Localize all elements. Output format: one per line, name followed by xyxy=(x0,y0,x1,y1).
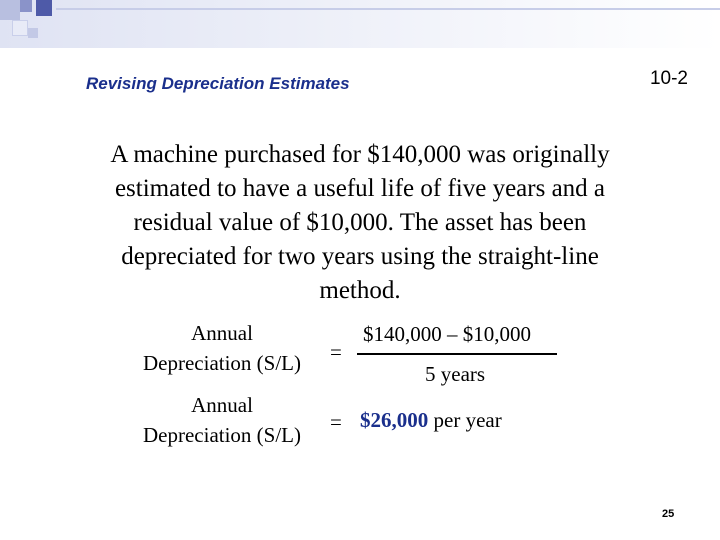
result-label-line2: Depreciation (S/L) xyxy=(142,423,302,447)
formula-label-line2: Depreciation (S/L) xyxy=(142,351,302,375)
decorative-square xyxy=(0,0,20,20)
fraction-denominator: 5 years xyxy=(425,362,486,386)
page-number: 25 xyxy=(662,508,675,520)
equals-sign: = xyxy=(330,410,342,434)
result-label-line1: Annual xyxy=(191,393,253,417)
equals-sign: = xyxy=(330,340,342,364)
fraction-numerator: $140,000 – $10,000 xyxy=(363,322,531,346)
result-suffix: per year xyxy=(428,408,502,432)
formula-label-line1: Annual xyxy=(191,321,253,345)
result-value: $26,000 xyxy=(360,408,429,432)
decorative-square xyxy=(28,28,38,38)
decorative-square xyxy=(20,0,32,12)
slide-number: 10-2 xyxy=(649,68,688,89)
decorative-square xyxy=(12,20,28,36)
fraction-bar xyxy=(357,353,557,355)
slide-title: Revising Depreciation Estimates xyxy=(86,74,350,93)
result-label xyxy=(122,390,322,450)
header-rule xyxy=(56,8,720,10)
decorative-square xyxy=(36,0,52,16)
problem-statement: A machine purchased for $140,000 was originally estimated to have a useful life of five years and a residual value of $10,000. The asset has been depreciated for two years using the straight-line method. xyxy=(110,141,610,304)
formula-label xyxy=(122,318,322,378)
formula-result xyxy=(360,408,502,433)
